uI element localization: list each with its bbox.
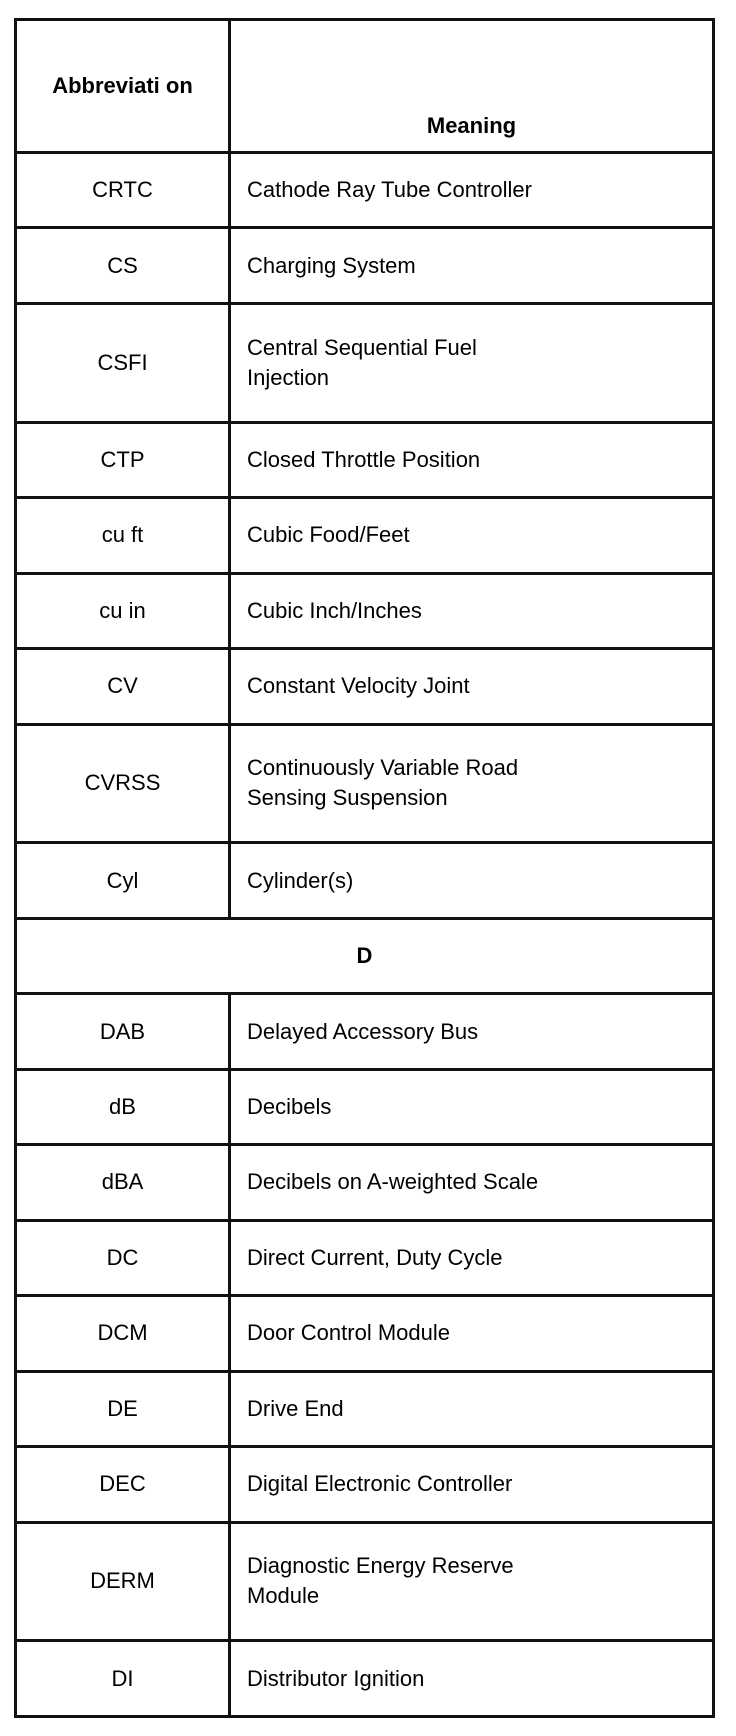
abbreviation-cell: CRTC bbox=[16, 153, 230, 228]
header-meaning: Meaning bbox=[230, 20, 714, 153]
abbreviation-cell: DI bbox=[16, 1641, 230, 1717]
meaning-cell: Cathode Ray Tube Controller bbox=[230, 153, 714, 228]
table-row bbox=[16, 573, 714, 648]
abbreviation-table bbox=[14, 18, 715, 1718]
meaning-cell: Charging System bbox=[230, 228, 714, 303]
table-row bbox=[16, 1145, 714, 1220]
table-row bbox=[16, 994, 714, 1069]
abbreviation-cell: DC bbox=[16, 1220, 230, 1295]
abbreviation-cell: dBA bbox=[16, 1145, 230, 1220]
abbreviation-cell: CTP bbox=[16, 422, 230, 497]
table-row bbox=[16, 724, 714, 843]
abbreviation-cell: DEC bbox=[16, 1447, 230, 1522]
abbreviation-cell: CV bbox=[16, 649, 230, 724]
meaning-cell: Constant Velocity Joint bbox=[230, 649, 714, 724]
section-row bbox=[16, 918, 714, 993]
abbreviation-cell: CS bbox=[16, 228, 230, 303]
abbreviation-cell: DCM bbox=[16, 1296, 230, 1371]
abbreviation-cell: DAB bbox=[16, 994, 230, 1069]
meaning-cell: Closed Throttle Position bbox=[230, 422, 714, 497]
abbreviation-cell: CVRSS bbox=[16, 724, 230, 843]
meaning-cell: Decibels on A-weighted Scale bbox=[230, 1145, 714, 1220]
meaning-cell: Cubic Food/Feet bbox=[230, 498, 714, 573]
table-row bbox=[16, 1220, 714, 1295]
abbreviation-cell: CSFI bbox=[16, 303, 230, 422]
table-row bbox=[16, 1447, 714, 1522]
table-row bbox=[16, 649, 714, 724]
meaning-cell: Cubic Inch/Inches bbox=[230, 573, 714, 648]
section-heading-d: D bbox=[16, 918, 714, 993]
table-row bbox=[16, 1641, 714, 1717]
abbreviation-cell: cu ft bbox=[16, 498, 230, 573]
table-row bbox=[16, 228, 714, 303]
table-row bbox=[16, 303, 714, 422]
meaning-cell: Decibels bbox=[230, 1069, 714, 1144]
abbreviation-cell: dB bbox=[16, 1069, 230, 1144]
abbreviation-cell: DE bbox=[16, 1371, 230, 1446]
table-row bbox=[16, 1522, 714, 1641]
abbreviation-cell: Cyl bbox=[16, 843, 230, 918]
meaning-cell: Cylinder(s) bbox=[230, 843, 714, 918]
table-row bbox=[16, 498, 714, 573]
meaning-cell: Digital Electronic Controller bbox=[230, 1447, 714, 1522]
meaning-cell: Drive End bbox=[230, 1371, 714, 1446]
meaning-cell: Door Control Module bbox=[230, 1296, 714, 1371]
meaning-cell: Distributor Ignition bbox=[230, 1641, 714, 1717]
table-row bbox=[16, 1296, 714, 1371]
header-row bbox=[16, 20, 714, 153]
abbreviation-cell: cu in bbox=[16, 573, 230, 648]
table-row bbox=[16, 1069, 714, 1144]
table-row bbox=[16, 1371, 714, 1446]
table-row bbox=[16, 153, 714, 228]
table-row bbox=[16, 843, 714, 918]
meaning-cell: Delayed Accessory Bus bbox=[230, 994, 714, 1069]
meaning-cell: Direct Current, Duty Cycle bbox=[230, 1220, 714, 1295]
table-row bbox=[16, 422, 714, 497]
meaning-cell: Central Sequential Fuel Injection bbox=[230, 303, 714, 422]
abbreviation-cell: DERM bbox=[16, 1522, 230, 1641]
meaning-cell: Continuously Variable Road Sensing Suspension bbox=[230, 724, 714, 843]
header-abbreviation: Abbreviati on bbox=[16, 20, 230, 153]
meaning-cell: Diagnostic Energy Reserve Module bbox=[230, 1522, 714, 1641]
